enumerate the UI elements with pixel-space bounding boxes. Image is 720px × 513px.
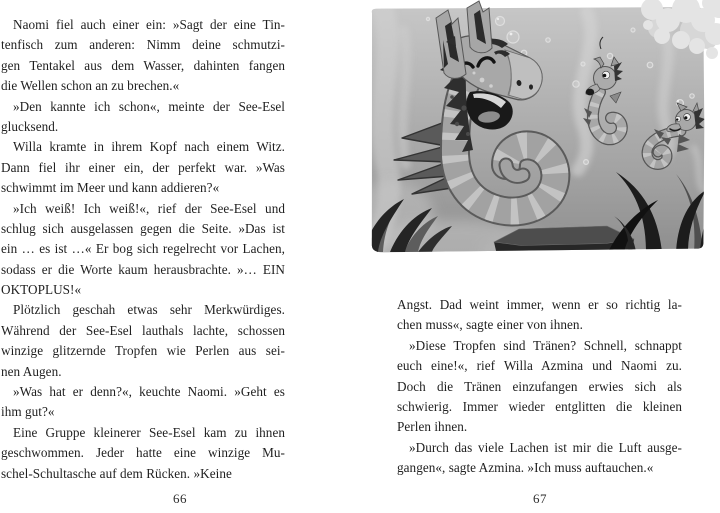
text-line: Willa kramte in ihrem Kopf nach einem Witz. xyxy=(13,139,285,155)
text-line: Angst. Dad weint immer, wenn er so richtig la- xyxy=(397,297,682,312)
text-line: »Den kannte ich schon«, meinte der See-Esel xyxy=(13,98,285,114)
text-line: Doch die Tränen einzufangen erwies sich als xyxy=(397,378,682,394)
text-line: ein … es ist …« Er bog sich regelrecht vor Lachen, xyxy=(1,241,285,257)
text-line: Dann fiel ihr einer ein, der perfekt war. »Was xyxy=(1,159,285,175)
text-line: Eine Gruppe kleinerer See-Esel kam zu ihnen xyxy=(13,424,285,440)
text-line: die Wellen schon an zu brechen.« xyxy=(1,78,180,94)
text-line: »Diese Tropfen sind Tränen? Schnell, schnappt xyxy=(409,337,682,353)
text-line: nen Augen. xyxy=(1,363,62,379)
text-line: geschwommen. Jeder hatte eine winzige Mu- xyxy=(1,445,285,461)
text-line: sodass er die Worte kaum herausbrachte. »… EIN xyxy=(1,261,285,277)
text-line: tenfisch zum anderen: Nimm deine schmutzi- xyxy=(1,37,285,53)
text-line: Perlen ihnen. xyxy=(397,419,468,435)
text-line: Plötzlich geschah etwas sehr Merkwürdiges. xyxy=(13,302,285,318)
text-line: gen Tentakel aus dem Wasser, dahinten fangen xyxy=(1,57,285,73)
underwater-illustration xyxy=(360,0,720,262)
right-book-page xyxy=(360,0,720,513)
text-line: winzige glitzernde Tropfen wie Perlen aus sei- xyxy=(1,343,285,359)
text-line: OKTOPLUS!« xyxy=(1,282,82,298)
right-text-column xyxy=(397,295,682,479)
text-line: »Ich weiß! Ich weiß!«, rief der See-Esel und xyxy=(13,200,285,216)
text-line: schlug sich ausgelassen gegen die Seite. »Das ist xyxy=(1,220,285,236)
page-number-right: 67 xyxy=(533,491,547,506)
text-line: schwierig. Immer wieder entglitten die kleinen xyxy=(397,398,682,414)
text-line: schel-Schultasche auf dem Rücken. »Keine xyxy=(1,465,232,481)
text-line: glucksend. xyxy=(1,118,59,134)
text-line: gangen«, sagte Azmina. »Ich muss auftauchen.« xyxy=(397,460,654,476)
text-line: euch eine!«, rief Willa Azmina und Naomi zu. xyxy=(397,358,682,374)
open-mouth xyxy=(586,89,594,96)
text-line: chen muss«, sagte einer von ihnen. xyxy=(397,317,583,333)
text-line: »Was hat er denn?«, keuchte Naomi. »Geht es xyxy=(13,384,285,400)
text-line: Während der See-Esel lauthals lachte, schossen xyxy=(1,322,285,338)
nostril xyxy=(529,84,533,89)
page-number-left: 66 xyxy=(173,491,187,506)
text-line: Naomi fiel auch einer ein: »Sagt der eine Tin- xyxy=(13,17,285,32)
text-line: ihm gut?« xyxy=(1,404,55,420)
text-line: »Durch das viele Lachen ist mir die Luft ausge- xyxy=(409,439,682,455)
left-text-column xyxy=(1,15,285,484)
text-line: schwimmt im Meer und kann addieren?« xyxy=(1,180,220,196)
